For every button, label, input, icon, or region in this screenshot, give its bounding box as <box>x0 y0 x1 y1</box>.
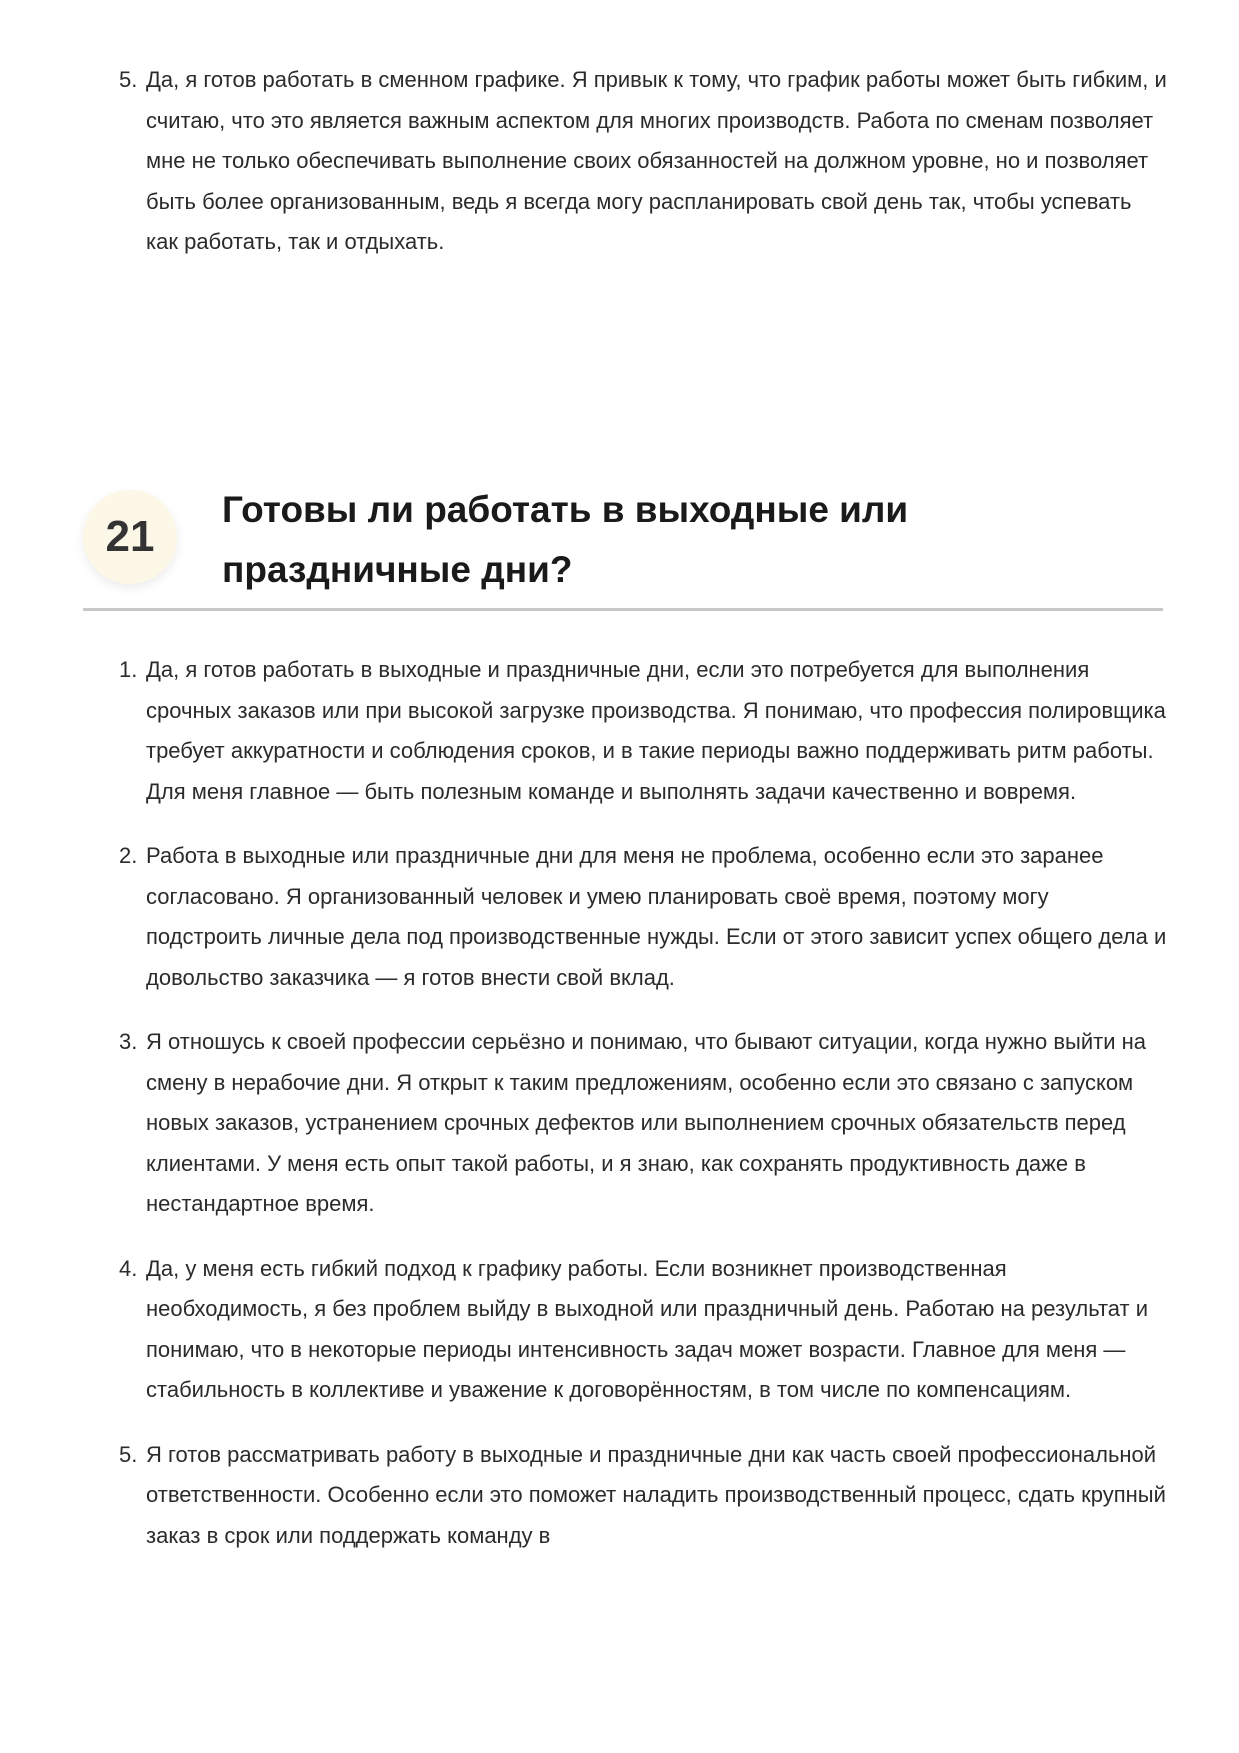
list-item <box>0 1249 1239 1411</box>
item-number: 4. <box>119 1255 138 1281</box>
item-number: 3. <box>119 1029 138 1054</box>
item-number: 1. <box>119 657 138 682</box>
item-number: 5. <box>119 1441 138 1467</box>
item-text: Работа в выходные или праздничные дни для меня не проблема, особенно если это заранее согласовано. Я организованный человек и умею планировать своё время, поэтому могу подстроить личные дела под производственные нужды. Если от этого зависит успех общего дела и довольство заказчика — я готов внести свой вклад. <box>146 843 1167 990</box>
item-text: Да, у меня есть гибкий подход к графику работы. Если возникнет производственная необходимость, я без проблем выйду в выходной или праздничный день. Работаю на результат и понимаю, что в некоторые периоды интенсивность задач может возрасти. Главное для меня — стабильность в коллективе и уважение к договорённостям, в том числе по компенсациям. <box>146 1255 1149 1402</box>
list-item <box>0 836 1239 998</box>
question-title: Готовы ли работать в выходные или праздничные дни? <box>222 489 909 590</box>
item-text: Я отношусь к своей профессии серьёзно и понимаю, что бывают ситуации, когда нужно выйти на смену в нерабочие дни. Я открыт к таким предложениям, особенно если это связано с запуском новых заказов, устранением срочных дефектов или выполнением срочных обязательств перед клиентами. У меня есть опыт такой работы, и я знаю, как сохранять продуктивность даже в нестандартное время. <box>146 1029 1147 1216</box>
answer-list <box>0 650 1239 1580</box>
item-text: Да, я готов работать в выходные и праздничные дни, если это потребуется для выполнения срочных заказов или при высокой загрузке производства. Я понимаю, что профессия полировщика требует аккуратности и соблюдения сроков, и в такие периоды важно поддерживать ритм работы. Для меня главное — быть полезным команде и выполнять задачи качественно и вовремя. <box>146 657 1166 804</box>
list-item <box>0 60 1239 263</box>
item-text: Я готов рассматривать работу в выходные и праздничные дни как часть своей профессиональной ответственности. Особенно если это поможет наладить производственный процесс, сдать крупный заказ в срок или поддержать команду в <box>146 1441 1166 1548</box>
previous-answer-list <box>0 60 1239 287</box>
item-number: 5. <box>119 67 138 92</box>
section-heading <box>83 480 1163 611</box>
item-number: 2. <box>119 843 138 868</box>
list-item <box>0 1435 1239 1557</box>
list-item <box>0 1022 1239 1225</box>
list-item <box>0 650 1239 812</box>
question-number-badge: 21 <box>83 490 177 584</box>
item-text: Да, я готов работать в сменном графике. Я привык к тому, что график работы может быть гибким, и считаю, что это является важным аспектом для многих производств. Работа по сменам позволяет мне не только обеспечивать выполнение своих обязанностей на должном уровне, но и позволяет быть более организованным, ведь я всегда могу распланировать свой день так, чтобы успевать как работать, так и отдыхать. <box>146 67 1167 254</box>
